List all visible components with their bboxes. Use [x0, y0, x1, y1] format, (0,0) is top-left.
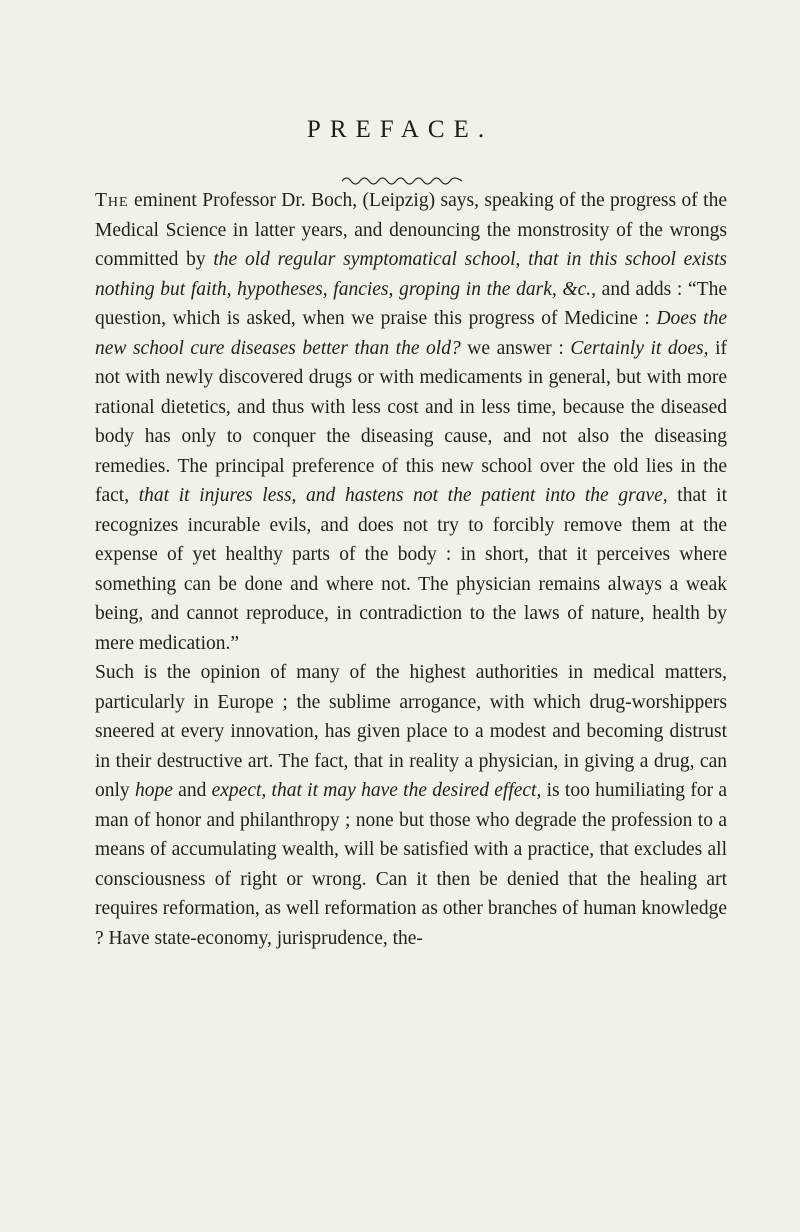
text-run: eminent Professor Dr. Boch, (Leipzig) says, speaking of the progress of the Medical Science in latter years, and denouncing the monstrosity of the wrongs committed by — [95, 190, 727, 270]
text-run: Such is the opinion of many of the highest authorities in medical matters, particularly in Europe ; the sublime arrogance, with which drug-worshippers sneered at every innovation, has given place to a modest and becoming distrust in their destructive art. The fact, that in reality a physician, in giving a drug, can only — [95, 662, 727, 801]
italic-text: Does the new school cure diseases better than the old? — [95, 308, 727, 359]
text-run: is too humiliating for a man of honor and philanthropy ; none but those who degrade the profession to a means of accumulating wealth, will be satisfied with a practice, that excludes all consciousness of right or wrong. Can it then be denied that the healing art requires reformation, as well reformation as other branches of human knowledge ? Have state-economy, jurisprudence, the- — [95, 780, 728, 949]
text-run: that it recognizes incurable evils, and does not try to forcibly remove them at the expense of yet healthy parts of the body : in short, that it perceives where something can be done and where not. The physician remains always a weak being, and cannot reproduce, in contradiction to the laws of nature, health by mere medication.” — [95, 485, 728, 654]
italic-text: hope — [134, 780, 173, 801]
paragraph — [95, 186, 727, 658]
italic-text: the old regular symptomatical school, that in this school exists nothing but faith, hypotheses, fancies, groping in the dark, &c., — [95, 249, 727, 300]
italic-text: that it injures less, and hastens not the patient into the grave, — [138, 485, 668, 506]
paragraph — [95, 658, 727, 953]
text-run: if not with newly discovered drugs or with medicaments in general, but with more rational dietetics, and thus with less cost and in less time, because the diseased body has only to conquer the diseasing cause, and not also the diseasing remedies. The principal preference of this new school over the old lies in the fact, — [95, 337, 727, 506]
text-run: we answer : — [460, 337, 571, 359]
preface-body — [95, 186, 727, 953]
italic-text: Certainly it does, — [570, 337, 709, 359]
page-title: PREFACE. — [306, 116, 494, 143]
opening-word: The — [95, 190, 129, 211]
italic-text: expect, that it may have the desired effect, — [211, 780, 542, 801]
text-run: and — [172, 780, 212, 801]
text-run: and adds : “The question, which is asked, when we praise this progress of Medicine : — [95, 278, 727, 329]
